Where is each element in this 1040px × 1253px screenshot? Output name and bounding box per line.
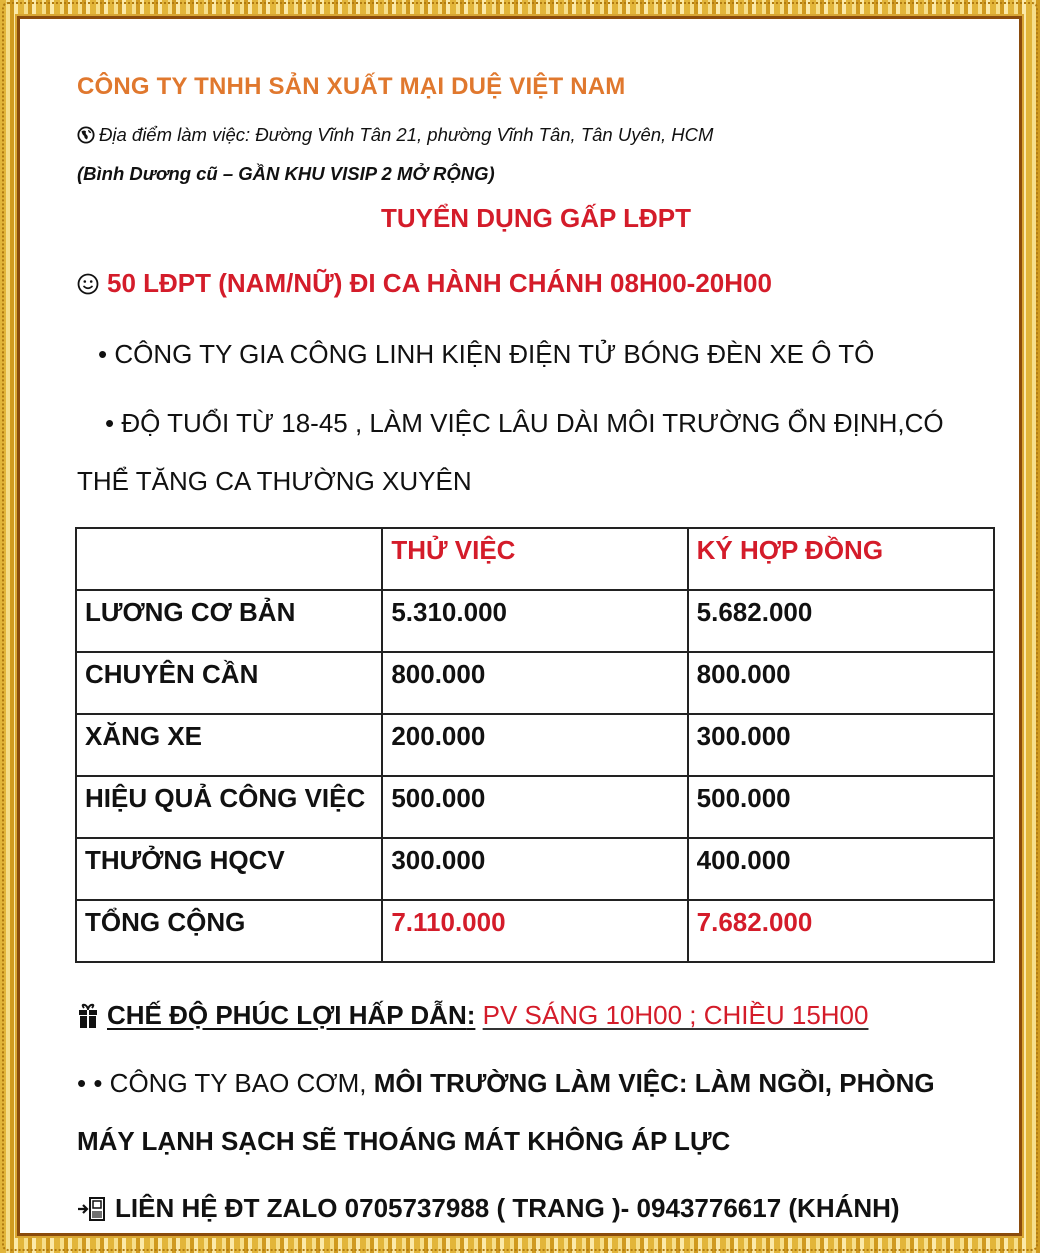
recruit-text: 50 LĐPT (NAM/NỮ) ĐI CA HÀNH CHÁNH 08H00-20H00 bbox=[107, 268, 772, 298]
recruit-line bbox=[77, 268, 772, 299]
table-header-contract: KÝ HỢP ĐỒNG bbox=[688, 528, 994, 590]
company-name: CÔNG TY TNHH SẢN XUẤT MẠI DUỆ VIỆT NAM bbox=[77, 73, 626, 100]
contact-line bbox=[77, 1193, 900, 1224]
contract-value: 500.000 bbox=[688, 776, 994, 838]
phone-icon bbox=[77, 1196, 111, 1222]
row-label: HIỆU QUẢ CÔNG VIỆC bbox=[76, 776, 382, 838]
row-label: LƯƠNG CƠ BẢN bbox=[76, 590, 382, 652]
environment-plain: CÔNG TY BAO CƠM, bbox=[109, 1068, 367, 1098]
table-row bbox=[76, 776, 994, 838]
address-note: (Bình Dương cũ – GẦN KHU VISIP 2 MỞ RỘNG) bbox=[77, 163, 495, 184]
benefits-line bbox=[77, 1000, 868, 1031]
bullet-text: CÔNG TY GIA CÔNG LINH KIỆN ĐIỆN TỬ BÓNG ĐÈN XE Ô TÔ bbox=[114, 339, 875, 369]
table-header-probation: THỬ VIỆC bbox=[382, 528, 687, 590]
bullet-mark: • bbox=[98, 339, 108, 369]
work-address bbox=[77, 124, 713, 146]
probation-total: 7.110.000 bbox=[382, 900, 687, 962]
globe-icon bbox=[77, 126, 95, 144]
bullet-text: ĐỘ TUỔI TỪ 18-45 , LÀM VIỆC LÂU DÀI MÔI TRƯỜNG ỔN ĐỊNH,CÓ bbox=[121, 408, 944, 438]
contract-total: 7.682.000 bbox=[688, 900, 994, 962]
benefits-label: CHẾ ĐỘ PHÚC LỢI HẤP DẪN bbox=[107, 1000, 467, 1030]
interview-time: PV SÁNG 10H00 ; CHIỀU 15H00 bbox=[482, 1000, 869, 1030]
table-row bbox=[76, 652, 994, 714]
probation-value: 300.000 bbox=[382, 838, 687, 900]
gift-icon bbox=[77, 1003, 99, 1029]
table-row bbox=[76, 590, 994, 652]
benefits-separator: : bbox=[466, 1000, 476, 1030]
table-row bbox=[76, 838, 994, 900]
smiley-icon bbox=[77, 273, 99, 295]
table-row bbox=[76, 714, 994, 776]
probation-value: 500.000 bbox=[382, 776, 687, 838]
probation-value: 200.000 bbox=[382, 714, 687, 776]
bullet-item bbox=[98, 339, 874, 370]
contract-value: 5.682.000 bbox=[688, 590, 994, 652]
table-header-row bbox=[76, 528, 994, 590]
contract-value: 400.000 bbox=[688, 838, 994, 900]
contact-text: LIÊN HỆ ĐT ZALO 0705737988 ( TRANG )- 0943776617 (KHÁNH) bbox=[115, 1193, 900, 1223]
bullet-mark: • • bbox=[77, 1068, 103, 1098]
bullet-mark: • bbox=[105, 408, 115, 438]
contract-value: 800.000 bbox=[688, 652, 994, 714]
probation-value: 5.310.000 bbox=[382, 590, 687, 652]
address-text: Địa điểm làm việc: Đường Vĩnh Tân 21, phường Vĩnh Tân, Tân Uyên, HCM bbox=[99, 124, 714, 145]
row-label: TỔNG CỘNG bbox=[76, 900, 382, 962]
contract-value: 300.000 bbox=[688, 714, 994, 776]
environment-bold: MÔI TRƯỜNG LÀM VIỆC: LÀM NGỒI, PHÒNG bbox=[373, 1068, 935, 1098]
row-label: THƯỞNG HQCV bbox=[76, 838, 382, 900]
probation-value: 800.000 bbox=[382, 652, 687, 714]
bullet-item bbox=[105, 408, 985, 438]
bullet-continuation: THỂ TĂNG CA THƯỜNG XUYÊN bbox=[77, 466, 472, 496]
row-label: XĂNG XE bbox=[76, 714, 382, 776]
row-label: CHUYÊN CẦN bbox=[76, 652, 382, 714]
table-header-cell bbox=[76, 528, 382, 590]
table-total-row bbox=[76, 900, 994, 962]
headline: TUYỂN DỤNG GẤP LĐPT bbox=[380, 203, 692, 233]
environment-continuation: MÁY LẠNH SẠCH SẼ THOÁNG MÁT KHÔNG ÁP LỰC bbox=[77, 1126, 731, 1156]
salary-table bbox=[75, 527, 995, 963]
environment-line bbox=[77, 1068, 977, 1099]
